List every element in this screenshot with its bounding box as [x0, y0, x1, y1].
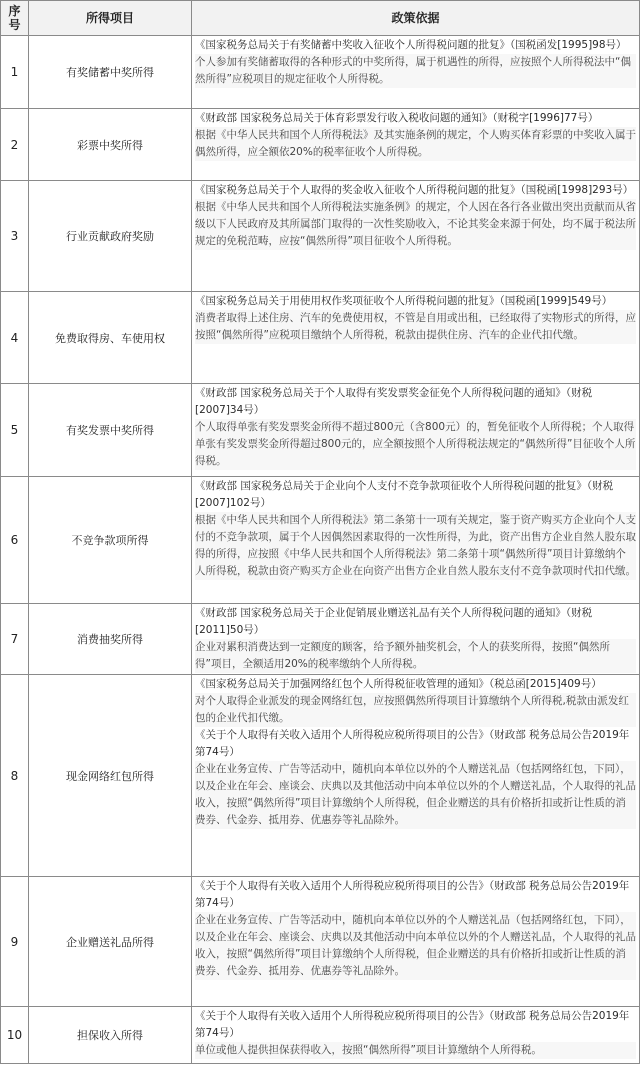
table-row	[1, 477, 640, 604]
row-number: 3	[1, 181, 29, 292]
table-row	[1, 292, 640, 384]
policy-document-title: 《国家税务总局关于个人取得的奖金收入征收个人所得税问题的批复》（国税函[1998]293号）	[195, 184, 634, 196]
row-number: 10	[1, 1007, 29, 1064]
policy-document-title: 《国家税务总局关于加强网络红包个人所得税征收管理的通知》（税总函[2015]409号）	[195, 678, 602, 690]
policy-explanation: 企业在业务宣传、广告等活动中，随机向本单位以外的个人赠送礼品（包括网络红包，下同），以及企业在年会、座谈会、庆典以及其他活动中向本单位以外的个人赠送礼品，个人取得的礼品收入，按照“偶然所得”项目计算缴纳个人所得税，但企业赠送的具有价格折扣或折让性质的消费券、代金券、抵用券、优惠券等礼品除外。	[195, 912, 636, 980]
policy-basis	[192, 181, 640, 292]
table-row	[1, 604, 640, 675]
policy-explanation: 对个人取得企业派发的现金网络红包，应按照偶然所得项目计算缴纳个人所得税,税款由派发红包的企业代扣代缴。	[195, 693, 636, 727]
row-number: 2	[1, 109, 29, 181]
row-number: 5	[1, 384, 29, 477]
policy-explanation: 单位或他人提供担保获得收入，按照“偶然所得”项目计算缴纳个人所得税。	[195, 1042, 636, 1059]
policy-document-title: 《国家税务总局关于有奖储蓄中奖收入征收个人所得税问题的批复》（国税函发[1995]98号）	[195, 39, 627, 51]
table-row	[1, 384, 640, 477]
policy-explanation: 根据《中华人民共和国个人所得税法实施条例》的规定，个人因在各行各业做出突出贡献而从省级以下人民政府及其所属部门取得的一次性奖励收入，不论其奖金来源于何处，均不属于税法所规定的免税范畴，应按“偶然所得”项目征收个人所得税。	[195, 199, 636, 250]
row-number: 7	[1, 604, 29, 675]
row-number: 4	[1, 292, 29, 384]
income-item: 免费取得房、车使用权	[29, 292, 192, 384]
income-item: 行业贡献政府奖励	[29, 181, 192, 292]
policy-basis	[192, 604, 640, 675]
policy-explanation: 消费者取得上述住房、汽车的免费使用权，不管是自用或出租，已经取得了实物形式的所得，应按照“偶然所得”应税项目缴纳个人所得税，税款由提供住房、汽车的企业代扣代缴。	[195, 310, 636, 344]
income-item: 企业赠送礼品所得	[29, 877, 192, 1007]
policy-basis	[192, 675, 640, 877]
row-number: 1	[1, 36, 29, 109]
policy-document-title: 《关于个人取得有关收入适用个人所得税应税所得项目的公告》（财政部 税务总局公告2019年第74号）	[195, 729, 630, 758]
header-basis: 政策依据	[192, 1, 640, 36]
policy-document-title: 《财政部 国家税务总局关于个人取得有奖发票奖金征免个人所得税问题的通知》（财税[2007]34号）	[195, 387, 593, 416]
policy-basis	[192, 384, 640, 477]
policy-document-title: 《财政部 国家税务总局关于体育彩票发行收入税收问题的通知》（财税字[1996]77号）	[195, 112, 599, 124]
policy-basis	[192, 877, 640, 1007]
header-item: 所得项目	[29, 1, 192, 36]
table-row	[1, 181, 640, 292]
income-item: 消费抽奖所得	[29, 604, 192, 675]
policy-explanation: 企业对累积消费达到一定额度的顾客，给予额外抽奖机会，个人的获奖所得，按照“偶然所得”项目，全额适用20%的税率缴纳个人所得税。	[195, 639, 636, 673]
policy-explanation: 根据《中华人民共和国个人所得税法》第二条第十一项有关规定，鉴于资产购买方企业向个人支付的不竞争款项，属于个人因偶然因素取得的一次性所得，为此，资产出售方企业自然人股东取得的所得，应按照《中华人民共和国个人所得税法》第二条第十项“偶然所得”项目计算缴纳个人所得税，税款由资产购买方企业在向资产出售方企业自然人股东支付不竞争款项时代扣代缴。	[195, 512, 636, 580]
policy-basis	[192, 292, 640, 384]
income-item: 担保收入所得	[29, 1007, 192, 1064]
table-row	[1, 36, 640, 109]
row-number: 8	[1, 675, 29, 877]
policy-basis	[192, 477, 640, 604]
policy-basis	[192, 109, 640, 181]
policy-document-title: 《关于个人取得有关收入适用个人所得税应税所得项目的公告》（财政部 税务总局公告2019年第74号）	[195, 1010, 630, 1039]
table-row	[1, 1007, 640, 1064]
income-item: 彩票中奖所得	[29, 109, 192, 181]
policy-document-title: 《财政部 国家税务总局关于企业向个人支付不竞争款项征收个人所得税问题的批复》（财税[2007]102号）	[195, 480, 614, 509]
policy-document-title: 《关于个人取得有关收入适用个人所得税应税所得项目的公告》（财政部 税务总局公告2019年第74号）	[195, 880, 630, 909]
header-no: 序号	[1, 1, 29, 36]
header-row	[1, 1, 640, 36]
table-row	[1, 675, 640, 877]
policy-explanation: 个人取得单张有奖发票奖金所得不超过800元（含800元）的，暂免征收个人所得税；个人取得单张有奖发票奖金所得超过800元的，应全额按照个人所得税法规定的“偶然所得”目征收个人所得税。	[195, 419, 636, 470]
table-row	[1, 877, 640, 1007]
row-number: 6	[1, 477, 29, 604]
income-item: 有奖储蓄中奖所得	[29, 36, 192, 109]
table-row	[1, 109, 640, 181]
income-item: 现金网络红包所得	[29, 675, 192, 877]
income-item: 不竞争款项所得	[29, 477, 192, 604]
income-item: 有奖发票中奖所得	[29, 384, 192, 477]
policy-explanation: 根据《中华人民共和国个人所得税法》及其实施条例的规定，个人购买体育彩票的中奖收入属于偶然所得，应全额依20%的税率征收个人所得税。	[195, 127, 636, 161]
policy-document-title: 《财政部 国家税务总局关于企业促销展业赠送礼品有关个人所得税问题的通知》（财税[2011]50号）	[195, 607, 593, 636]
policy-basis	[192, 36, 640, 109]
policy-document-title: 《国家税务总局关于用使用权作奖项征收个人所得税问题的批复》（国税函[1999]549号）	[195, 295, 613, 307]
row-number: 9	[1, 877, 29, 1007]
policy-explanation: 个人参加有奖储蓄取得的各种形式的中奖所得，属于机遇性的所得，应按照个人所得税法中“偶然所得”应税项目的规定征收个人所得税。	[195, 54, 636, 88]
policy-basis	[192, 1007, 640, 1064]
policy-explanation: 企业在业务宣传、广告等活动中，随机向本单位以外的个人赠送礼品（包括网络红包，下同），以及企业在年会、座谈会、庆典以及其他活动中向本单位以外的个人赠送礼品，个人取得的礼品收入，按照“偶然所得”项目计算缴纳个人所得税，但企业赠送的具有价格折扣或折让性质的消费券、代金券、抵用券、优惠券等礼品除外。	[195, 761, 636, 829]
